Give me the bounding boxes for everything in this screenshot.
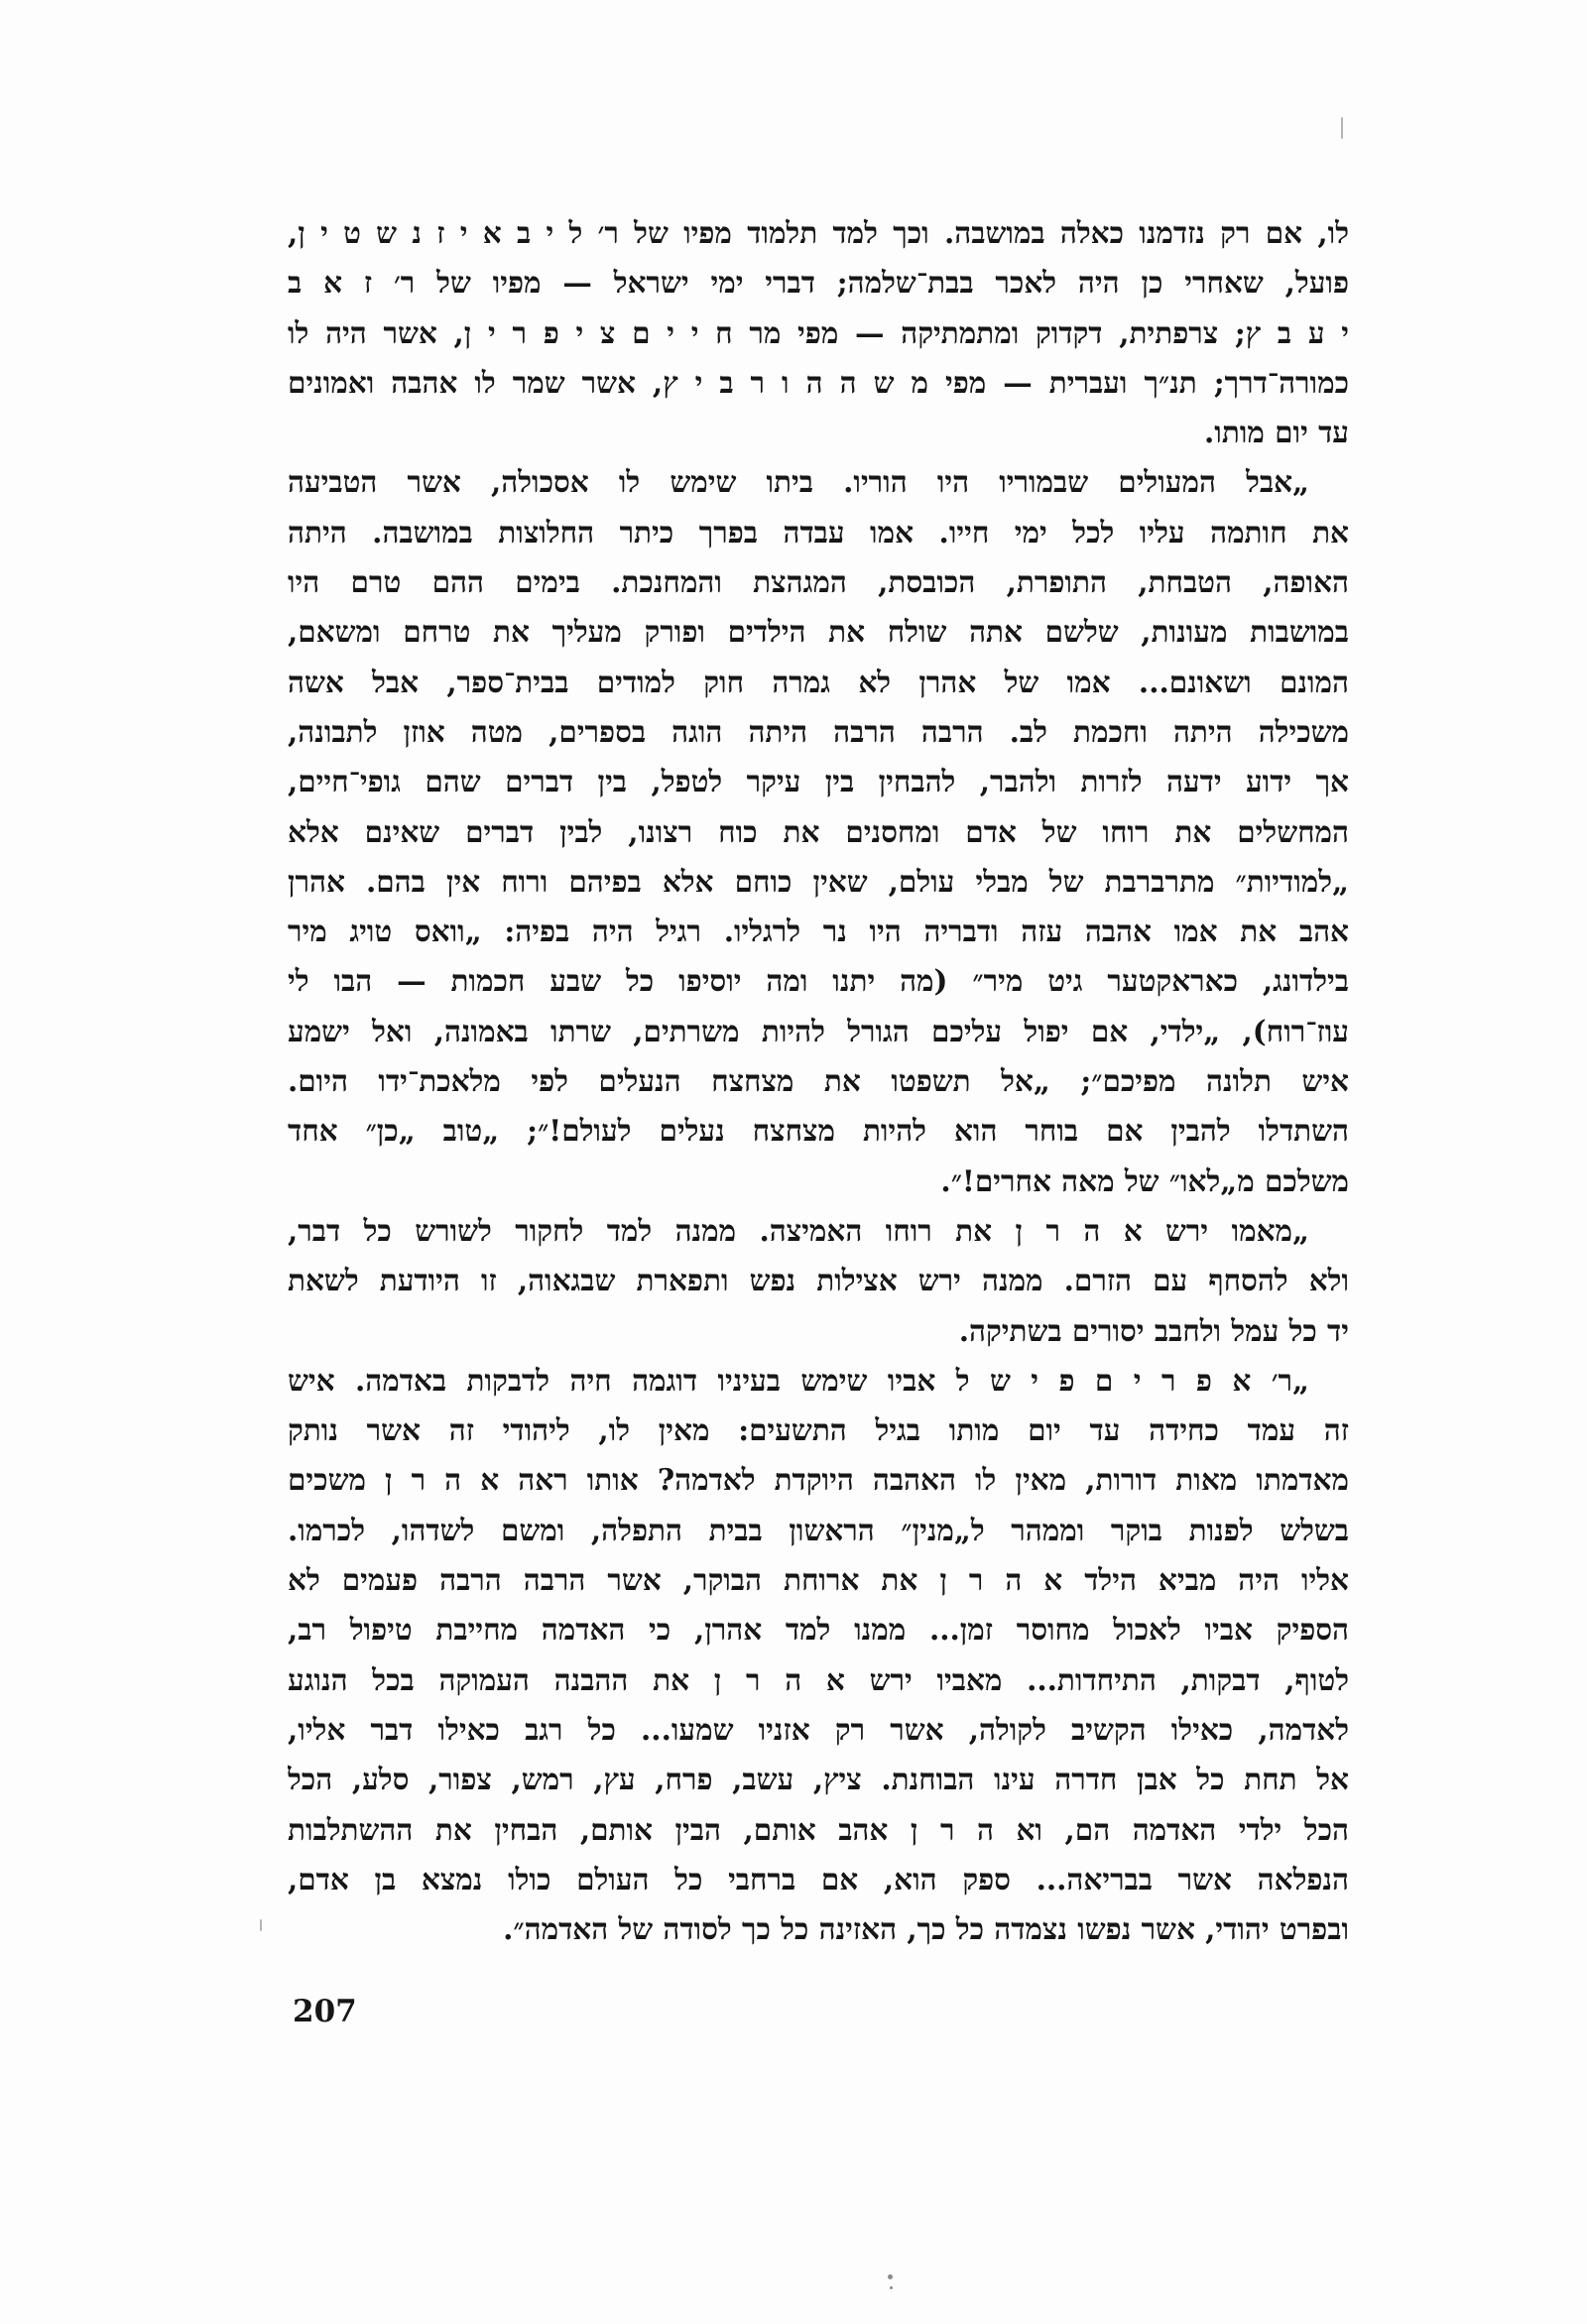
text-line: הכל ילדי האדמה הם, וא ה ר ן אהב אותם, הבין אותם, הבחין את ההשתלבות bbox=[288, 1811, 1349, 1847]
scan-mark bbox=[888, 2274, 893, 2279]
text-line: „למודיות״ מתרברבת של מבלי עולם, שאין כוחם אלא בפיהם ורוח אין בהם. אהרן bbox=[288, 863, 1349, 899]
scan-mark bbox=[890, 2286, 893, 2289]
text-line: הנפלאה אשר בבריאה... ספק הוא, אם ברחבי כל העולם כולו נמצא בן אדם, bbox=[288, 1861, 1349, 1896]
page-number: 207 bbox=[293, 1994, 357, 2029]
text-line: זה עמד כחידה עד יום מותו בגיל התשעים: מאין לו, ליהודי זה אשר נותק bbox=[288, 1412, 1349, 1448]
text-line: המונם ושאונם... אמו של אהרן לא גמרה חוק למודים בבית־ספר, אבל אשה bbox=[288, 664, 1349, 699]
text-line: לאדמה, כאילו הקשיב לקולה, אשר רק אזניו שמעו... כל רגב כאילו דבר אליו, bbox=[288, 1711, 1349, 1747]
text-line: המחשלים את רוחו של אדם ומחסנים את כוח רצונו, לבין דברים שאינם אלא bbox=[288, 813, 1349, 849]
text-line: האופה, הטבחת, התופרת, הכובסת, המגהצת והמחנכת. בימים ההם טרם היו bbox=[288, 564, 1349, 600]
text-line: י ע ב ץ; צרפתית, דקדוק ומתמתיקה — מפי מר ח י י ם צ י פ ר י ן, אשר היה לו bbox=[288, 314, 1349, 350]
text-line: עד יום מותו. bbox=[1204, 415, 1349, 450]
text-line: איש תלונה מפיכם״; „אל תשפטו את מצחצח הנעלים לפי מלאכת־ידו היום. bbox=[288, 1063, 1349, 1099]
text-line: מאדמתו מאות דורות, מאין לו האהבה היוקדת לאדמה? אותו ראה א ה ר ן משכים bbox=[288, 1462, 1349, 1498]
paragraph bbox=[288, 1356, 1349, 1955]
paragraph bbox=[288, 208, 1349, 457]
text-line: את חותמה עליו לכל ימי חייו. אמו עבדה בפרך כיתר החלוצות במושבה. היתה bbox=[288, 514, 1349, 550]
paragraph bbox=[288, 457, 1349, 1205]
text-line: אל תחת כל אבן חדרה עינו הבוחנת. ציץ, עשב, פרח, עץ, רמש, צפור, סלע, הכל bbox=[288, 1762, 1349, 1797]
scan-mark bbox=[1341, 117, 1343, 139]
text-line: יד כל עמל ולחבב יסורים בשתיקה. bbox=[958, 1312, 1349, 1348]
text-line: משלכם מ„לאו״ של מאה אחרים!״. bbox=[940, 1162, 1349, 1198]
text-line: בשלש לפנות בוקר וממהר ל„מנין״ הראשון בבית התפלה, ומשם לשדהו, לכרמו. bbox=[288, 1512, 1349, 1547]
text-line: „מאמו ירש א ה ר ן את רוחו האמיצה. ממנה למד לחקור לשורש כל דבר, bbox=[288, 1212, 1309, 1248]
paragraph bbox=[288, 1206, 1349, 1356]
text-line: עוז־רוח), „ילדי, אם יפול עליכם הגורל להיות משרתים, שרתו באמונה, ואל ישמע bbox=[288, 1013, 1349, 1048]
body-text bbox=[288, 208, 1349, 1954]
text-line: כמורה־דרך; תנ״ך ועברית — מפי מ ש ה ה ו ר ב י ץ, אשר שמר לו אהבה ואמונים bbox=[288, 364, 1349, 400]
text-line: בילדונג, כאראקטער גיט מיר״ (מה יתנו ומה יוסיפו כל שבע חכמות — הבו לי bbox=[288, 963, 1349, 999]
text-line: ובפרט יהודי, אשר נפשו נצמדה כל כך, האזינה כל כך לסודה של האדמה״. bbox=[503, 1911, 1349, 1947]
text-line: פועל, שאחרי כן היה לאכר בבת־שלמה; דברי ימי ישראל — מפיו של ר׳ ז א ב bbox=[288, 265, 1349, 301]
text-line: משכילה היתה וחכמת לב. הרבה הרבה היתה הוגה בספרים, מטה אוזן לתבונה, bbox=[288, 713, 1349, 749]
text-line: אהב את אמו אהבה עזה ודבריה היו נר לרגליו. רגיל היה בפיה: „וואס טויג מיר bbox=[288, 914, 1349, 949]
text-line: „אבל המעולים שבמוריו היו הוריו. ביתו שימש לו אסכולה, אשר הטביעה bbox=[288, 464, 1309, 500]
text-line: „ר׳ א פ ר י ם פ י ש ל אביו שימש בעיניו דוגמה חיה לדבקות באדמה. איש bbox=[288, 1362, 1309, 1398]
text-line: לו, אם רק נזדמנו כאלה במושבה. וכך למד תלמוד מפיו של ר׳ ל י ב א י ז נ ש ט י ן, bbox=[288, 215, 1349, 250]
text-line: לטוף, דבקות, התיחדות... מאביו ירש א ה ר ן את ההבנה העמוקה בכל הנוגע bbox=[288, 1661, 1349, 1697]
text-line: ולא להסחף עם הזרם. ממנה ירש אצילות נפש ותפארת שבגאוה, זו היודעת לשאת bbox=[288, 1263, 1349, 1298]
text-line: השתדלו להבין אם בוחר הוא להיות מצחצח נעלים לעולם!״; „טוב „כן״ אחד bbox=[288, 1113, 1349, 1149]
scan-mark bbox=[260, 1919, 262, 1931]
text-line: הספיק אביו לאכול מחוסר זמן... ממנו למד אהרן, כי האדמה מחייבת טיפול רב, bbox=[288, 1612, 1349, 1648]
text-line: אך ידוע ידעה לזרות ולהבר, להבחין בין עיקר לטפל, בין דברים שהם גופי־חיים, bbox=[288, 764, 1349, 799]
text-line: במושבות מעונות, שלשם אתה שולח את הילדים ופורק מעליך את טרחם ומשאם, bbox=[288, 614, 1349, 650]
text-line: אליו היה מביא הילד א ה ר ן את ארוחת הבוקר, אשר הרבה הרבה פעמים לא bbox=[288, 1562, 1349, 1598]
